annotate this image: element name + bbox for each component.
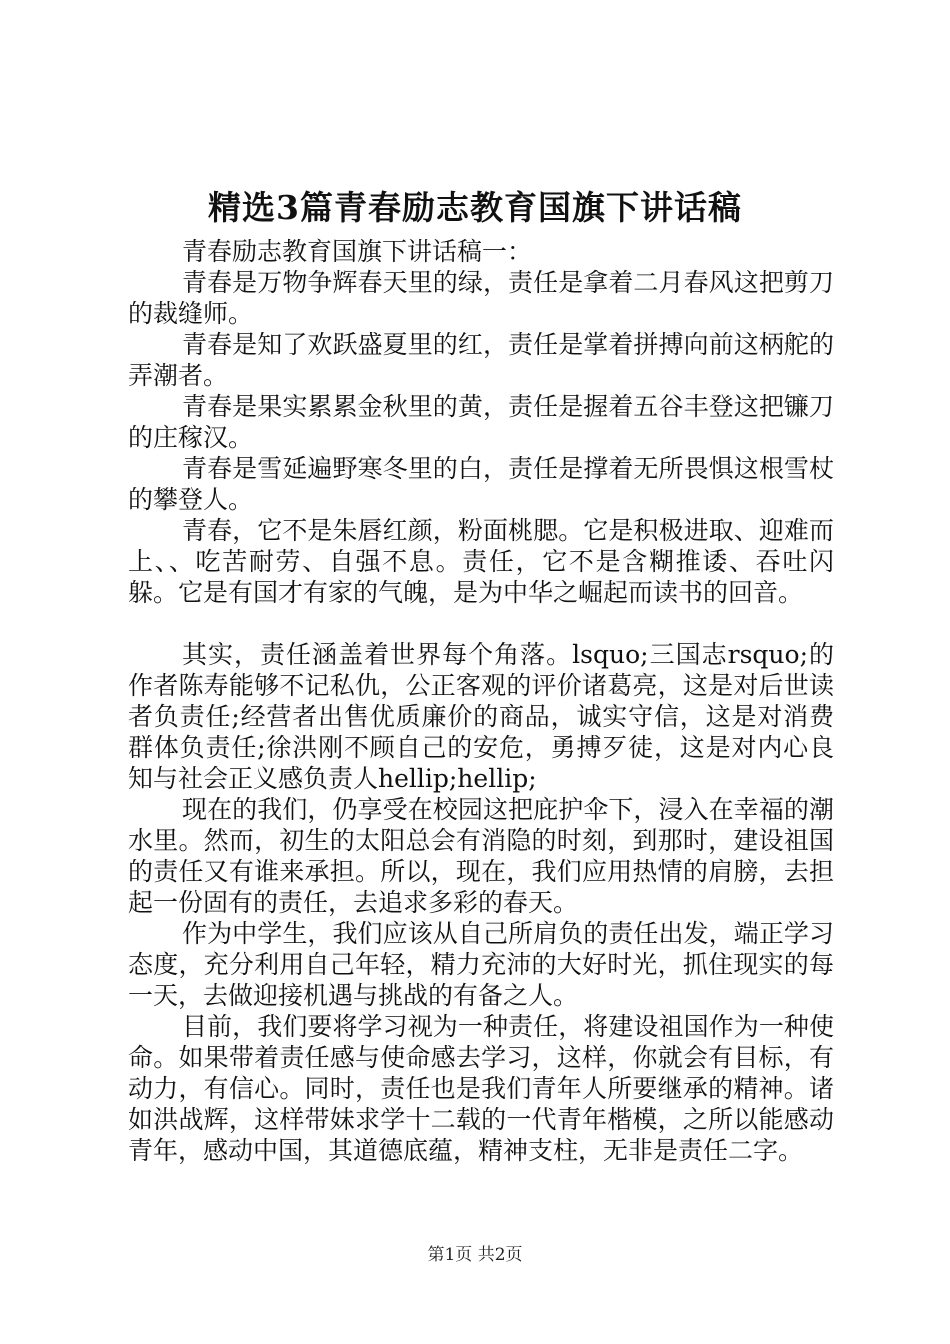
paragraph: 青春是知了欢跃盛夏里的红，责任是掌着拼搏向前这柄舵的弄潮者。 — [128, 330, 834, 390]
document-title: 精选3篇青春励志教育国旗下讲话稿 — [208, 188, 742, 227]
paragraph: 其实，责任涵盖着世界每个角落。lsquo;三国志rsquo;的作者陈寿能够不记私仇，公正客观的评价诸葛亮，这是对后世读者负责任;经营者出售优质廉价的商品，诚实守信，这是对消费群体负责任;徐洪刚不顾自己的安危，勇搏歹徒，这是对内心良知与社会正义感负责人hellip;hellip; — [128, 640, 834, 793]
paragraph: 青春是雪延遍野寒冬里的白，责任是撑着无所畏惧这根雪杖的攀登人。 — [128, 454, 834, 514]
paragraph: 现在的我们，仍享受在校园这把庇护伞下，浸入在幸福的潮水里。然而，初生的太阳总会有消隐的时刻，到那时，建设祖国的责任又有谁来承担。所以，现在，我们应用热情的肩膀，去担起一份固有的责任，去追求多彩的春天。 — [128, 795, 834, 917]
paragraph-heading: 青春励志教育国旗下讲话稿一： — [182, 237, 533, 266]
paragraph: 青春是果实累累金秋里的黄，责任是握着五谷丰登这把镰刀的庄稼汉。 — [128, 392, 834, 452]
paragraph: 青春是万物争辉春天里的绿，责任是拿着二月春风这把剪刀的裁缝师。 — [128, 268, 834, 328]
paragraph: 青春，它不是朱唇红颜，粉面桃腮。它是积极进取、迎难而上、、吃苦耐劳、自强不息。责任，它不是含糊推诿、吞吐闪躲。它是有国才有家的气魄，是为中华之崛起而读书的回音。 — [128, 516, 834, 607]
document-body — [128, 236, 834, 1166]
paragraph: 作为中学生，我们应该从自己所肩负的责任出发，端正学习态度，充分利用自己年轻，精力充沛的大好时光，抓住现实的每一天，去做迎接机遇与挑战的有备之人。 — [128, 919, 834, 1010]
paragraph: 目前，我们要将学习视为一种责任，将建设祖国作为一种使命。如果带着责任感与使命感去学习，这样，你就会有目标，有动力，有信心。同时，责任也是我们青年人所要继承的精神。诸如洪战辉，这样带妹求学十二载的一代青年楷模，之所以能感动青年，感动中国，其道德底蕴，精神支柱，无非是责任二字。 — [128, 1012, 834, 1165]
page-number-footer: 第1页 共2页 — [427, 1245, 523, 1265]
